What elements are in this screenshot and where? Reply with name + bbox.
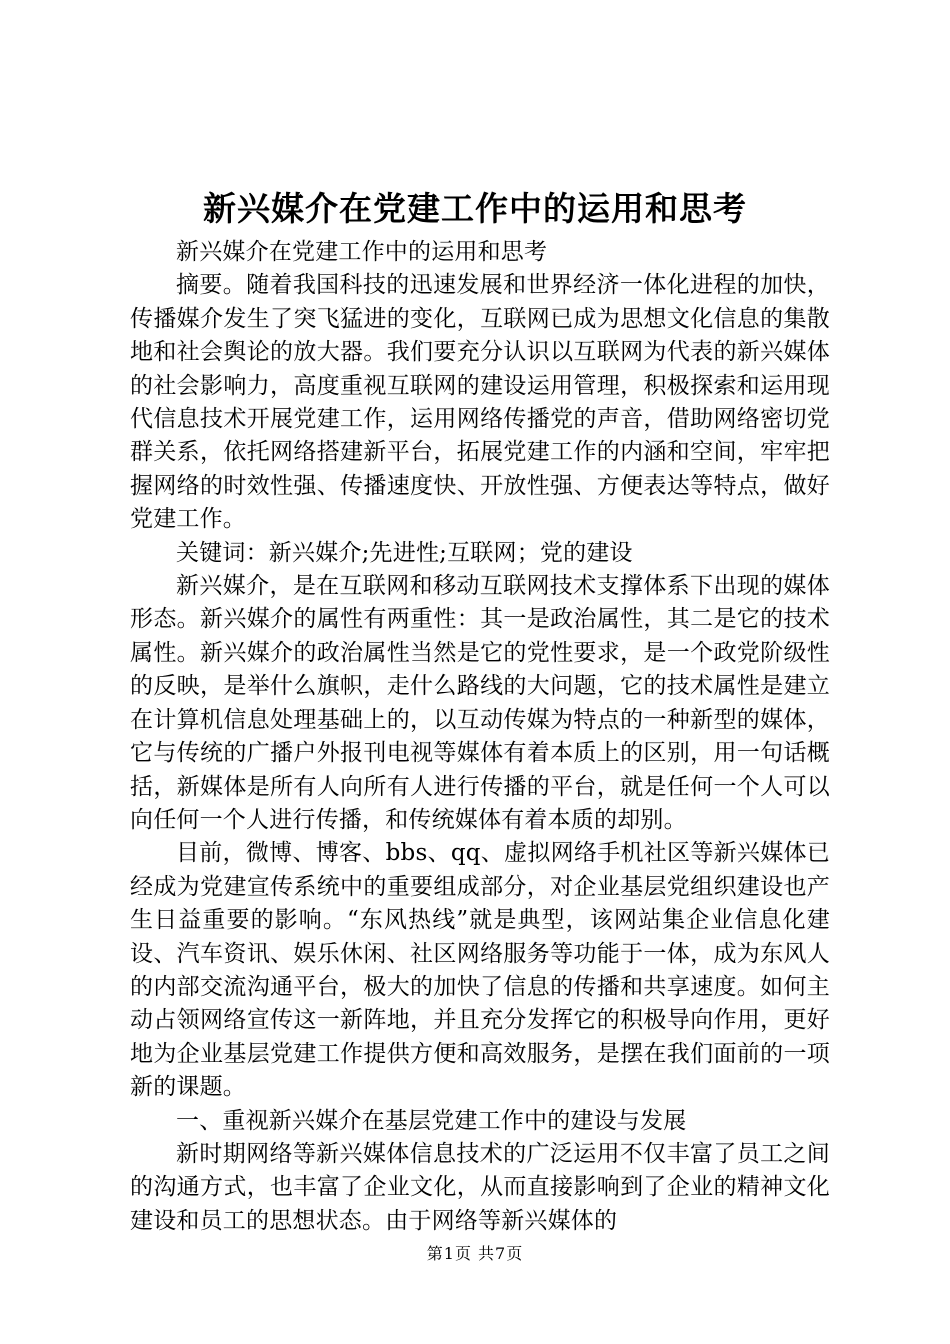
- paragraph-abstract: 摘要。随着我国科技的迅速发展和世界经济一体化进程的加快，传播媒介发生了突飞猛进的变化，互联网已成为思想文化信息的集散地和社会舆论的放大器。我们要充分认识以互联网为代表的新兴媒体的社会影响力，高度重视互联网的建设运用管理，积极探索和运用现代信息技术开展党建工作，运用网络传播党的声音，借助网络密切党群关系，依托网络搭建新平台，拓展党建工作的内涵和空间，牢牢把握网络的时效性强、传播速度快、开放性强、方便表达等特点，做好党建工作。: [130, 272, 830, 533]
- paragraph-body: 目前，微博、博客、bbs、qq、虚拟网络手机社区等新兴媒体已经成为党建宣传系统中的重要组成部分，对企业基层党组织建设也产生日益重要的影响。“东风热线”就是典型，该网站集企业信息化建设、汽车资讯、娱乐休闲、社区网络服务等功能于一体，成为东风人的内部交流沟通平台，极大的加快了信息的传播和共享速度。如何主动占领网络宣传这一新阵地，并且充分发挥它的积极导向作用，更好地为企业基层党建工作提供方便和高效服务，是摆在我们面前的一项新的课题。: [130, 840, 830, 1101]
- document-title: 新兴媒介在党建工作中的运用和思考: [203, 189, 747, 228]
- page-number-footer: 第1页 共7页: [426, 1244, 524, 1263]
- paragraph-subtitle: 新兴媒介在党建工作中的运用和思考: [176, 239, 548, 265]
- paragraph-body: 新兴媒介，是在互联网和移动互联网技术支撑体系下出现的媒体形态。新兴媒介的属性有两重性：其一是政治属性，其二是它的技术属性。新兴媒介的政治属性当然是它的党性要求，是一个政党阶级性的反映，是举什么旗帜，走什么路线的大问题，它的技术属性是建立在计算机信息处理基础上的，以互动传媒为特点的一种新型的媒体，它与传统的广播户外报刊电视等媒体有着本质上的区别，用一句话概括，新媒体是所有人向所有人进行传播的平台，就是任何一个人可以向任何一个人进行传播，和传统媒体有着本质的却别。: [130, 573, 830, 833]
- paragraph-keywords: 关键词：新兴媒介;先进性;互联网；党的建设: [176, 539, 633, 566]
- section-heading: 一、重视新兴媒介在基层党建工作中的建设与发展: [176, 1107, 687, 1134]
- document-body: [130, 236, 830, 1238]
- paragraph-body: 新时期网络等新兴媒体信息技术的广泛运用不仅丰富了员工之间的沟通方式，也丰富了企业文化，从而直接影响到了企业的精神文化建设和员工的思想状态。由于网络等新兴媒体的: [130, 1140, 830, 1234]
